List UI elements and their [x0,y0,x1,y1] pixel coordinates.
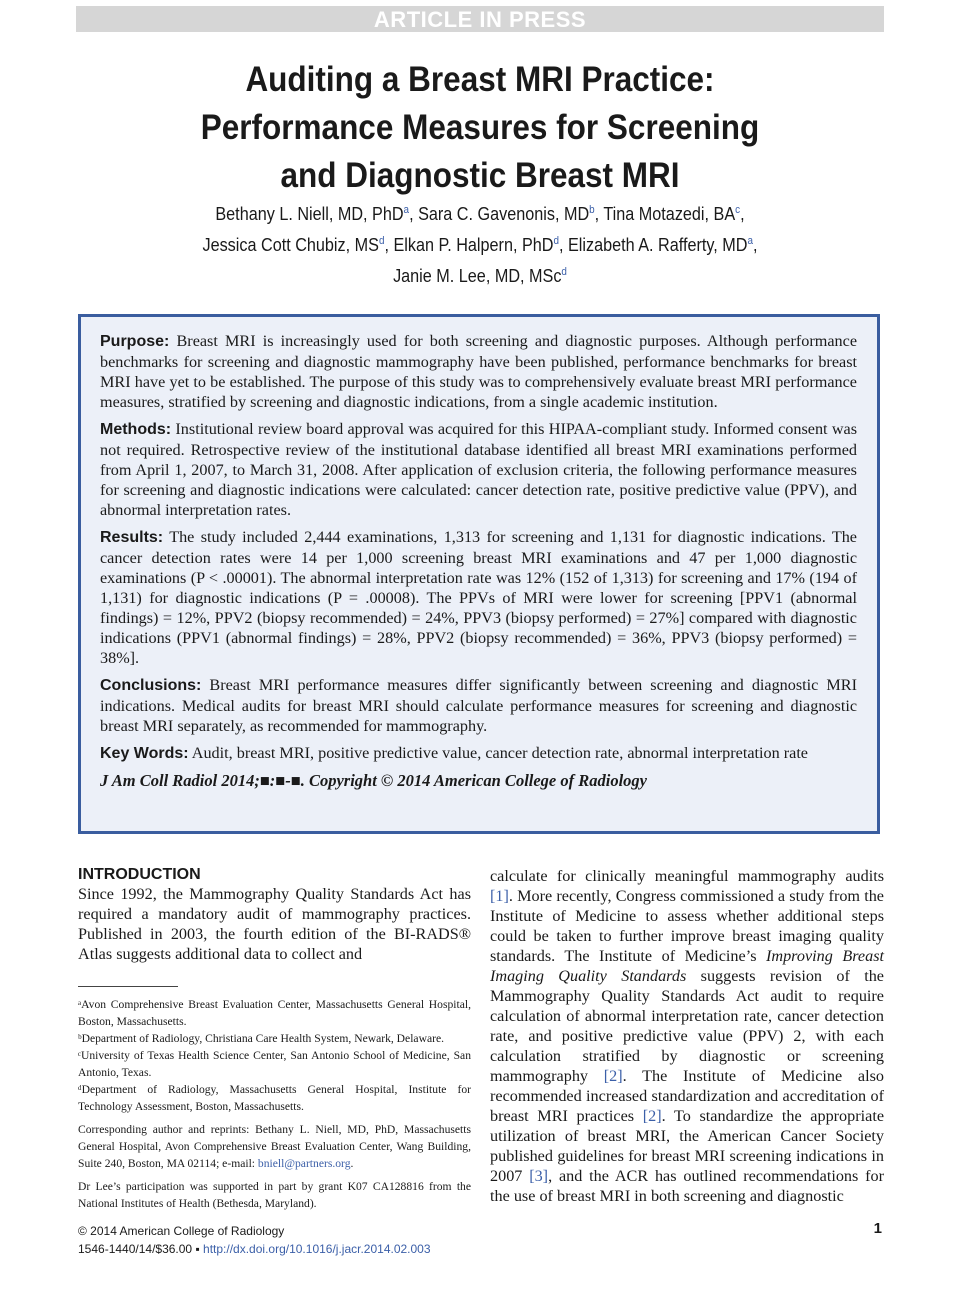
abstract-keywords [100,743,857,764]
title-line: Auditing a Breast MRI Practice: [245,60,715,99]
affiliation-marker[interactable]: a [403,204,410,216]
abstract-results [100,527,857,668]
title-line: Performance Measures for Screening [200,108,760,147]
reference-link[interactable]: [2] [603,1067,623,1085]
introduction-heading: INTRODUCTION [78,866,201,883]
reference-link[interactable]: [3] [529,1167,549,1185]
email-link[interactable]: bniell@partners.org [257,1157,351,1170]
affiliation-marker[interactable]: d [378,235,385,247]
doi-link[interactable]: http://dx.doi.org/10.1016/j.jacr.2014.02.003 [203,1242,431,1256]
intro-text: suggests revision of the Mammography Quality Standards Act audit to require calculation of abnormal interpretation rate, cancer detection rate, and positive predictive value (PPV) 2, with each calculation stratified by diagnostic or screening mammography [490,967,884,1085]
corresponding-author [78,1121,471,1172]
intro-text: calculate for clinically meaningful mammography audits [490,867,884,885]
author-name: Elkan P. Halpern, PhD [393,235,554,255]
affiliation-a: ᵃAvon Comprehensive Breast Evaluation Center, Massachusetts General Hospital, Boston, Massachusetts. [78,998,471,1028]
author-name: Bethany L. Niell, MD, PhD [215,204,404,224]
affiliation-marker[interactable]: a [747,235,753,247]
results-text: The study included 2,444 examinations, 1,313 for screening and 1,131 for diagnostic indications. The cancer detection rates were 14 per 1,000 screening breast MRI examinations and 47 per 1,000 diagnostic examinations (P < .00001). The abnormal interpretation rate was 12% (152 of 1,313) for screening and 17% (194 of 1,131) for diagnostic indications (P = .00008). The PPVs of MRI were lower for screening [PPV1 (abnormal findings) = 12%, PPV2 (biopsy recommended) = 24%, PPV3 (biopsy performed) = 27%] compared with diagnostic indications (PPV1 (abnormal findings) = 28%, PPV2 (biopsy recommended) = 36%, PPV3 (biopsy performed) = 38%]. [100,528,857,667]
affiliation-marker[interactable]: b [589,204,595,216]
affiliation-d: ᵈDepartment of Radiology, Massachusetts General Hospital, Institute for Technology Assessment, Boston, Massachusetts. [78,1083,471,1113]
intro-text: , and the ACR has outlined recommendations for the use of breast MRI in both screening and diagnostic [490,1167,884,1205]
affiliation-marker[interactable]: d [553,235,559,247]
corresponding-text: Corresponding author and reprints: Bethany L. Niell, MD, PhD, Massachusetts General Hospital, Avon Comprehensive Breast Evaluation Center, Wang Building, Suite 240, Boston, MA 02114; e-mail: [78,1123,471,1170]
purpose-label: Purpose: [100,333,170,350]
footer-issn: 1546-1440/14/$36.00 ▪ [78,1242,204,1256]
affiliation-marker[interactable]: c [735,204,741,216]
intro-text: . To standardize the appropriate utilization of breast MRI, the American Cancer Society published guidelines for breast MRI screening indications in 2007 [490,1107,885,1185]
affiliation-b: ᵇDepartment of Radiology, Christiana Care Health System, Newark, Delaware. [78,1032,444,1045]
author-name: Elizabeth A. Rafferty, MD [568,235,748,255]
results-label: Results: [100,529,164,546]
abstract-purpose [100,331,857,412]
abstract-methods [100,419,857,520]
intro-text: . The Institute of Medicine also recommended increased standardization and accreditation of breast MRI practices [490,1067,884,1125]
article-in-press-banner: ARTICLE IN PRESS [76,6,884,32]
author-name: Sara C. Gavenonis, MD [418,204,590,224]
page-number: 1 [873,1220,882,1237]
author-name: Tina Motazedi, BA [603,204,736,224]
keywords-text: Audit, breast MRI, positive predictive value, cancer detection rate, abnormal interpretation rate [191,744,808,762]
intro-italic-title: Improving Breast Imaging Quality Standards [490,947,884,985]
title-line: and Diagnostic Breast MRI [280,156,680,195]
author-list: Bethany L. Niell, MD, PhD$^a$, Sara C. Gavenonis, $MD^b$, Tina Motazedi, $BA^c$, Jessica Cott Chubiz, $MS^d$, Elkan P. Halpern, PhD$^d$, Elizabeth A. Rafferty, $MD^a$, Janie M. Lee, MD, MSc$^d$ [202,204,758,286]
footnote-divider [78,986,178,987]
author-name: Jessica Cott Chubiz, MS [202,235,379,255]
keywords-label: Key Words: [100,745,189,762]
funding-note: Dr Lee’s participation was supported in part by grant K07 CA128816 from the National Institutes of Health (Bethesda, Maryland). [78,1180,471,1210]
conclusions-label: Conclusions: [100,677,202,694]
conclusions-text: Breast MRI performance measures differ significantly between screening and diagnostic MRI indications. Medical audits for breast MRI should calculate performance measures for screening and diagnostic breast MRI separately, as recommended for mammography. [100,676,857,735]
abstract-conclusions [100,675,857,736]
footer-copyright: © 2014 American College of Radiology [78,1224,285,1238]
footnotes [78,996,471,1212]
methods-label: Methods: [100,421,172,438]
methods-text: Institutional review board approval was acquired for this HIPAA-compliant study. Informed consent was not required. Retrospective review of the institutional database identified all breast MRI examinations performed from April 1, 2007, to March 31, 2008. After application of exclusion criteria, the following performance measures for screening and diagnostic indications were calculated: cancer detection rate, positive predictive value (PPV), and abnormal interpretation rates. [100,420,858,519]
abstract-box [78,314,880,834]
corresponding-end: . [350,1157,354,1170]
right-column [490,866,884,1206]
footer-issn-doi [78,1240,431,1258]
article-title [120,56,840,200]
intro-text: . More recently, Congress commissioned a study from the Institute of Medicine to assess whether additional steps could be taken to further improve breast imaging quality standards. The Institute of Medicine’s [490,887,884,965]
intro-continued [490,866,884,1206]
affiliation-c: ᶜUniversity of Texas Health Science Center, San Antonio School of Medicine, San Antonio, Texas. [78,1049,471,1079]
author-name: Janie M. Lee, MD, MSc [393,266,562,286]
page-footer [78,1222,431,1258]
reference-link[interactable]: [1] [490,887,509,905]
intro-paragraph: Since 1992, the Mammography Quality Standards Act has required a mandatory audit of mammography practices. Published in 2003, the fourth edition of the BI-RADS® Atlas suggests additional data to collect and [78,885,471,963]
affiliation-marker[interactable]: d [561,266,567,278]
purpose-text: Breast MRI is increasingly used for both screening and diagnostic purposes. Although performance benchmarks for screening and diagnostic mammography have been published, performance benchmarks for breast MRI have yet to be established. The purpose of this study was to comprehensively evaluate breast MRI performance measures, stratified by screening and diagnostic indications, from a single academic institution. [100,332,857,411]
reference-link[interactable]: [2] [642,1107,662,1125]
journal-citation: J Am Coll Radiol 2014;■:■-■. Copyright © 2014 American College of Radiology [100,771,647,790]
left-column [78,866,471,964]
